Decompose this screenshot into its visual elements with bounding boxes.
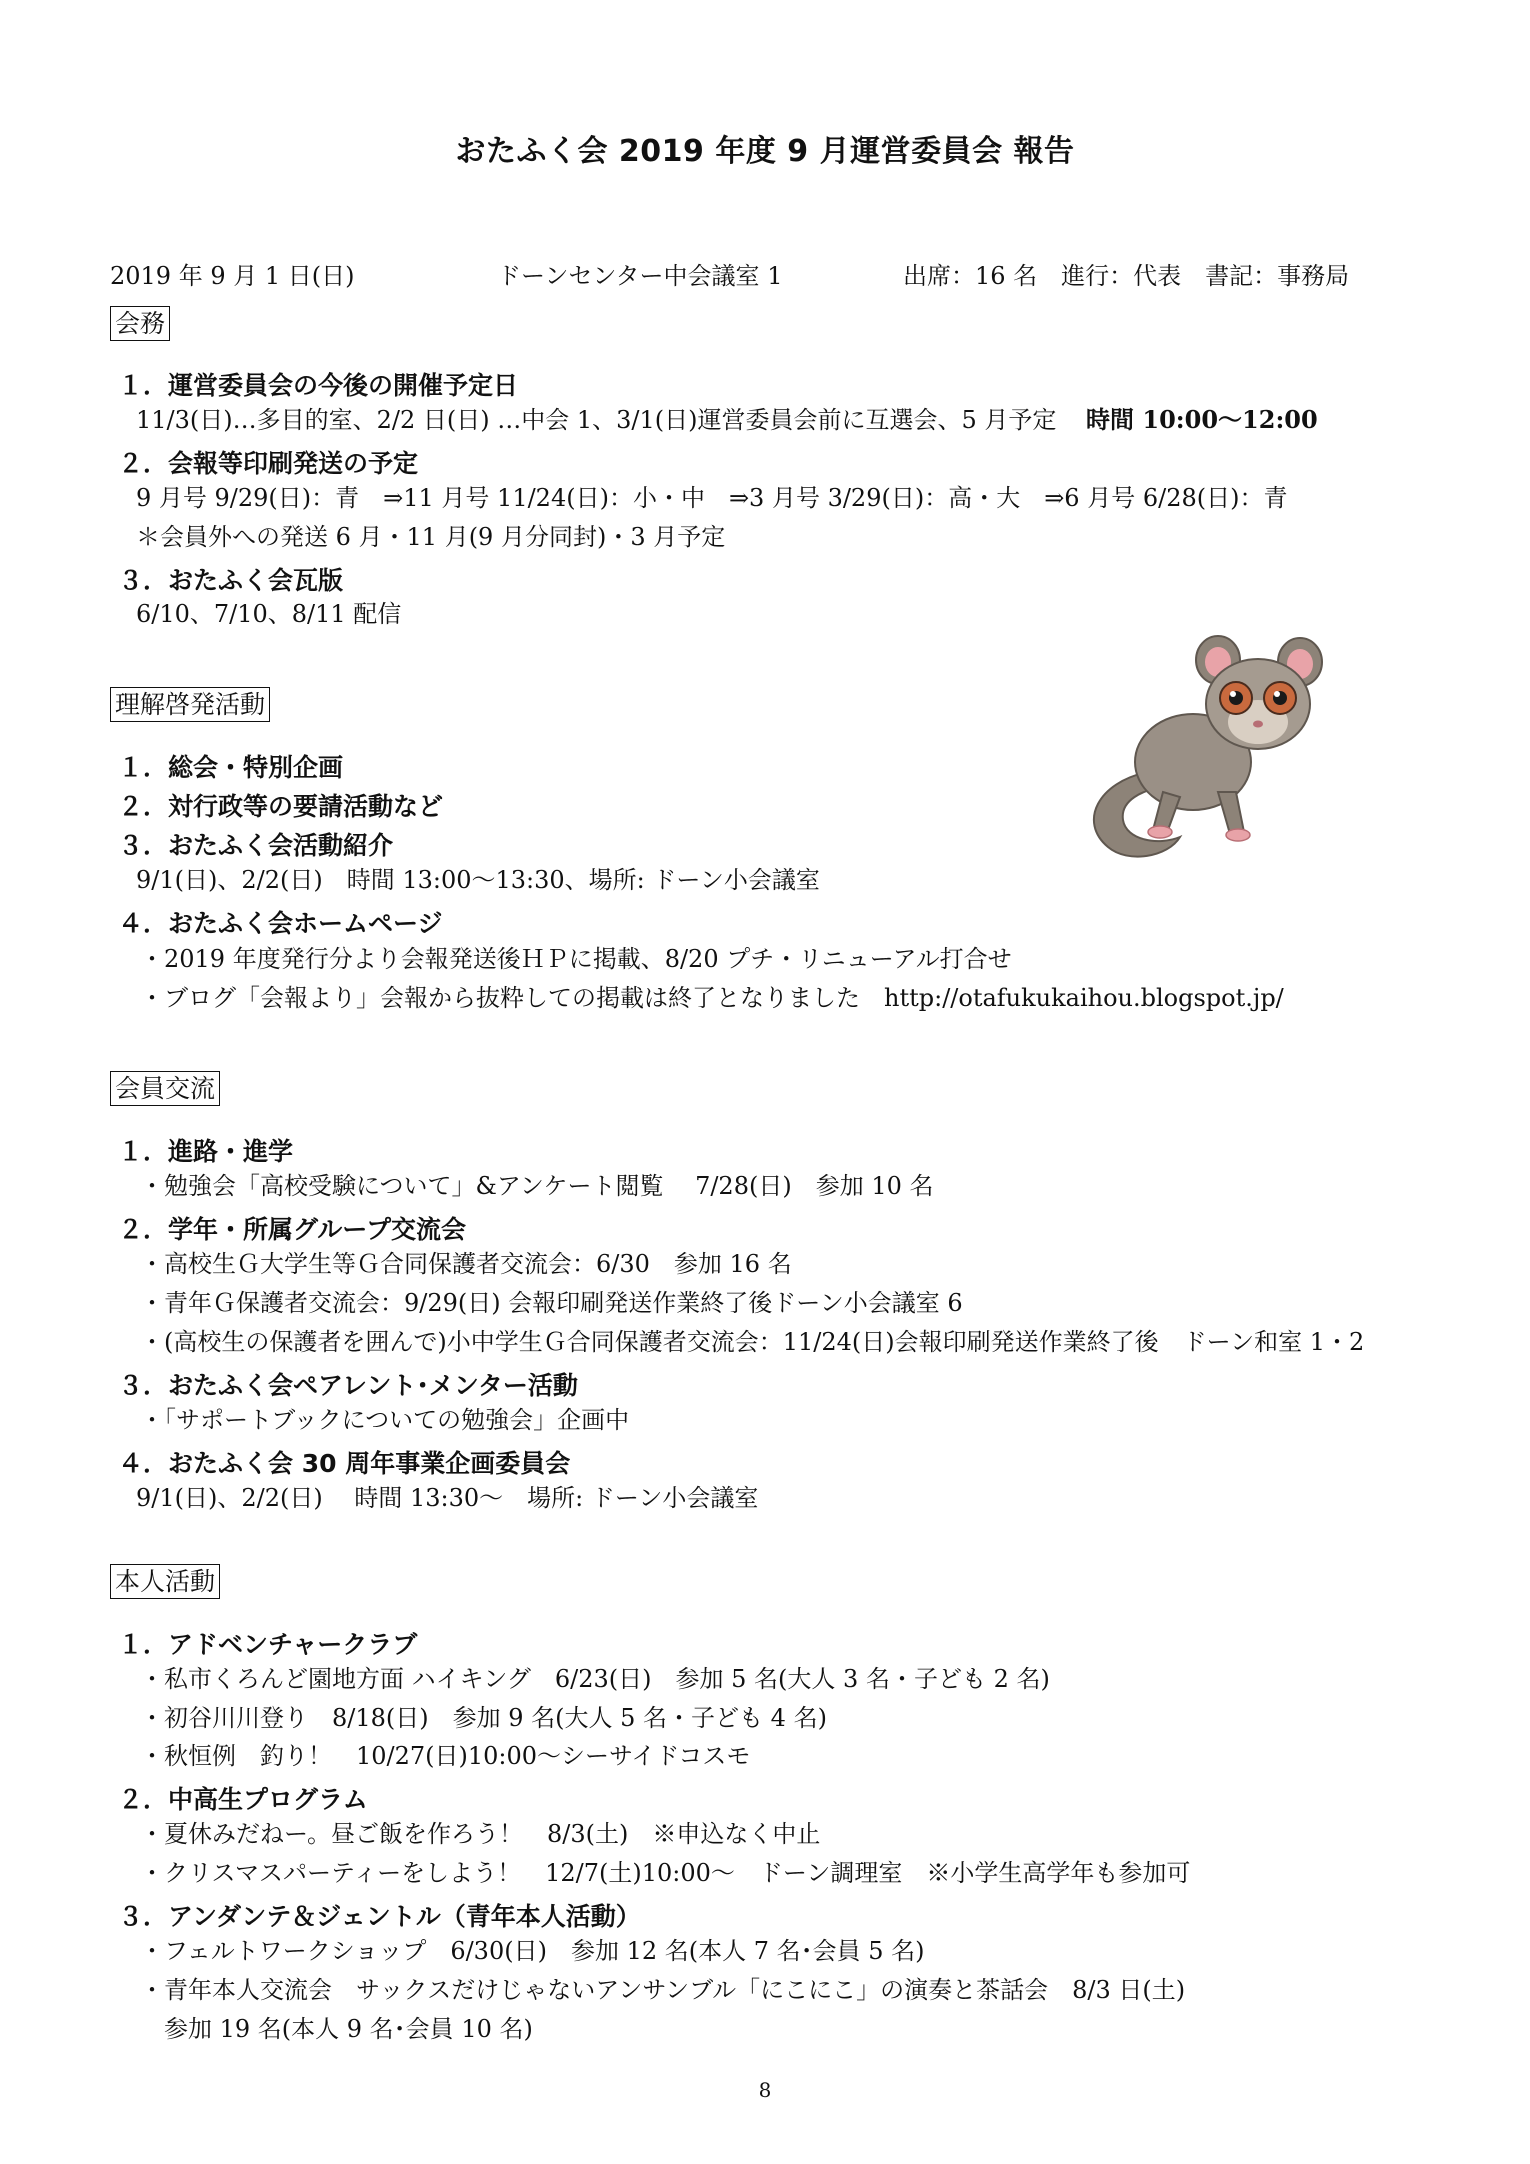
item-heading: ２．会報等印刷発送の予定 [118,449,419,478]
section-heading-kaimu: 会務 [110,306,170,341]
item-line: ・青年本人交流会 サックスだけじゃないアンサンブル「にこにこ」の演奏と茶話会 8/3 日(土) [140,1976,1186,2004]
item-heading: ３．おたふく会瓦版 [118,566,344,595]
time-label: 時間 10:00〜12:00 [1086,405,1318,434]
section-heading-rikai: 理解啓発活動 [110,687,270,722]
section-heading-kouryu: 会員交流 [110,1071,220,1106]
item-heading: １．進路・進学 [118,1137,294,1166]
item-heading: １．運営委員会の今後の開催予定日 [118,371,519,400]
item-line: ・高校生Ｇ大学生等Ｇ合同保護者交流会：6/30 参加 16 名 [140,1250,792,1278]
item-heading: ２．中高生プログラム [118,1785,368,1814]
page-number: 8 [758,2078,772,2102]
item-heading: ２．学年・所属グループ交流会 [118,1215,467,1244]
item-line: ・ブログ「会報より」会報から抜粋しての掲載は終了となりました http://otafukukaihou.blogspot.jp/ [140,984,1284,1012]
meeting-attendance: 出席：16 名 進行：代表 書記：事務局 [903,262,1350,290]
item-line: 9/1(日)、2/2(日) 時間 13:00〜13:30、場所: ドーン小会議室 [136,866,820,894]
item-line: 6/10、7/10、8/11 配信 [136,600,402,628]
item-line: ・フェルトワークショップ 6/30(日) 参加 12 名(本人 7 名･会員 5 名) [140,1937,925,1965]
item-line [136,406,1318,435]
item-line: 9/1(日)、2/2(日) 時間 13:30〜 場所: ドーン小会議室 [136,1484,759,1512]
item-heading: １．アドベンチャークラブ [118,1630,418,1659]
item-line: ・クリスマスパーティーをしよう！ 12/7(土)10:00〜 ドーン調理室 ※小学生高学年も参加可 [140,1859,1191,1887]
bushbaby-illustration [1068,632,1328,872]
item-line-text: 11/3(日)…多目的室、2/2 日(日) …中会 1、3/1(日)運営委員会前に互選会、5 月予定 [136,406,1057,434]
meeting-place: ドーンセンター中会議室 1 [497,262,783,290]
item-line: ・初谷川川登り 8/18(日) 参加 9 名(大人 5 名・子ども 4 名) [140,1704,827,1732]
item-line: ・夏休みだねー。昼ご飯を作ろう！ 8/3(土) ※申込なく中止 [140,1820,821,1848]
item-heading: ３．おたふく会活動紹介 [118,831,394,860]
item-line: ・秋恒例 釣り！ 10/27(日)10:00〜シーサイドコスモ [140,1742,751,1770]
item-line: ・青年Ｇ保護者交流会：9/29(日) 会報印刷発送作業終了後ドーン小会議室 6 [140,1289,963,1317]
item-line: ・2019 年度発行分より会報発送後ＨＰに掲載、8/20 プチ・リニューアル打合せ [140,945,1012,973]
item-heading: １．総会・特別企画 [118,753,344,782]
item-line: ・勉強会「高校受験について」&アンケート閲覧 7/28(日) 参加 10 名 [140,1172,934,1200]
item-heading: ３．おたふく会ペアレント･メンター活動 [118,1371,578,1400]
item-heading: ３．アンダンテ＆ジェントル（青年本人活動） [118,1902,641,1931]
item-line: ・「サポートブックについての勉強会」企画中 [140,1406,630,1434]
item-heading: ２．対行政等の要請活動など [118,792,444,821]
meeting-date: 2019 年 9 月 1 日(日) [110,262,355,290]
item-line: ＊会員外への発送 6 月・11 月(9 月分同封)・3 月予定 [136,523,726,551]
item-line: 参加 19 名(本人 9 名･会員 10 名) [164,2015,533,2043]
item-line: ・私市くろんど園地方面 ハイキング 6/23(日) 参加 5 名(大人 3 名・子ども 2 名) [140,1665,1050,1693]
item-heading: ４．おたふく会ホームページ [118,909,443,938]
section-heading-honnin: 本人活動 [110,1564,220,1599]
item-line: 9 月号 9/29(日)：青 ⇒11 月号 11/24(日)：小・中 ⇒3 月号 3/29(日)：高・大 ⇒6 月号 6/28(日)：青 [136,484,1288,512]
item-line: ・(高校生の保護者を囲んで)小中学生Ｇ合同保護者交流会：11/24(日)会報印刷発送作業終了後 ドーン和室 1・2 [140,1328,1365,1356]
page-title: おたふく会 2019 年度 9 月運営委員会 報告 [455,134,1075,169]
item-heading: ４．おたふく会 30 周年事業企画委員会 [118,1449,571,1478]
